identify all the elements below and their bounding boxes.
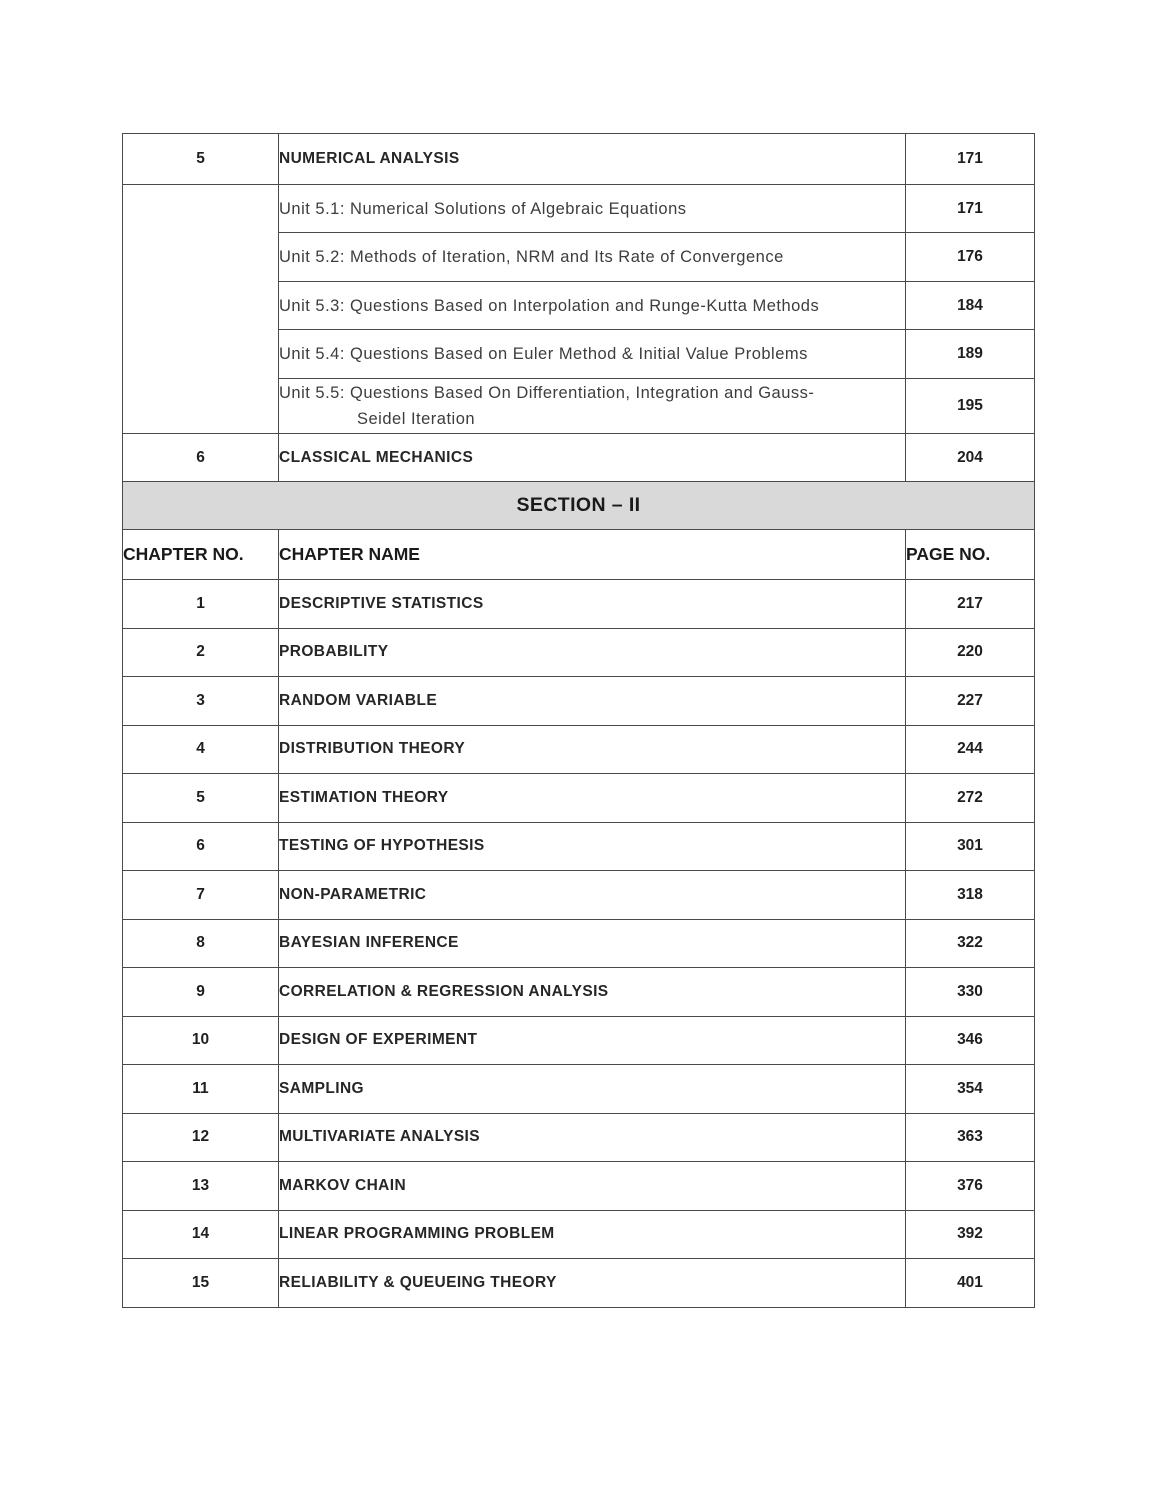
- chapter-no-cell: 11: [123, 1065, 279, 1114]
- table-row: [123, 968, 1035, 1017]
- page-no-cell: 346: [906, 1016, 1035, 1065]
- table-row: [123, 628, 1035, 677]
- toc-table: [122, 133, 1035, 1308]
- chapter-name-cell: CORRELATION & REGRESSION ANALYSIS: [279, 968, 906, 1017]
- page-no-cell: 204: [906, 434, 1035, 482]
- chapter-name-cell: ESTIMATION THEORY: [279, 774, 906, 823]
- chapter-name-header: CHAPTER NAME: [279, 530, 906, 580]
- page-no-cell: 244: [906, 725, 1035, 774]
- chapter-no-cell: 3: [123, 677, 279, 726]
- table-row: [123, 677, 1035, 726]
- page-no-cell: 301: [906, 822, 1035, 871]
- page-no-cell: 318: [906, 871, 1035, 920]
- table-row: [123, 185, 1035, 233]
- page-no-cell: 322: [906, 919, 1035, 968]
- table-row: [123, 1259, 1035, 1308]
- chapter5-units-empty-no-cell: [123, 185, 279, 434]
- chapter-no-cell: 6: [123, 822, 279, 871]
- chapter-no-cell: 14: [123, 1210, 279, 1259]
- chapter-name-cell: LINEAR PROGRAMMING PROBLEM: [279, 1210, 906, 1259]
- unit-name-cell: Unit 5.1: Numerical Solutions of Algebraic Equations: [279, 185, 906, 233]
- chapter-no-cell: 15: [123, 1259, 279, 1308]
- page-no-cell: 227: [906, 677, 1035, 726]
- page-no-cell: 184: [906, 282, 1035, 330]
- chapter-name-cell: MARKOV CHAIN: [279, 1162, 906, 1211]
- table-row: [123, 822, 1035, 871]
- page-no-header: PAGE NO.: [906, 530, 1035, 580]
- page-no-cell: 376: [906, 1162, 1035, 1211]
- table-row: [123, 1113, 1035, 1162]
- chapter-name-cell: NON-PARAMETRIC: [279, 871, 906, 920]
- chapter-no-cell: 12: [123, 1113, 279, 1162]
- chapter-no-header: CHAPTER NO.: [123, 530, 279, 580]
- chapter-name-cell: RANDOM VARIABLE: [279, 677, 906, 726]
- chapter-no-cell: 5: [123, 774, 279, 823]
- page-no-cell: 272: [906, 774, 1035, 823]
- unit-name-line2: Seidel Iteration: [357, 410, 476, 428]
- table-row: [123, 580, 1035, 629]
- table-row: [123, 1210, 1035, 1259]
- chapter-name-cell: MULTIVARIATE ANALYSIS: [279, 1113, 906, 1162]
- page-no-cell: 171: [906, 185, 1035, 233]
- table-row: [123, 1016, 1035, 1065]
- table-row: [123, 725, 1035, 774]
- page-no-cell: 392: [906, 1210, 1035, 1259]
- chapter-no-cell: 6: [123, 434, 279, 482]
- page-no-cell: 220: [906, 628, 1035, 677]
- chapter-name-cell: DESIGN OF EXPERIMENT: [279, 1016, 906, 1065]
- page-no-cell: 189: [906, 330, 1035, 379]
- chapter-no-cell: 5: [123, 134, 279, 185]
- chapter-name-cell: NUMERICAL ANALYSIS: [279, 134, 906, 185]
- chapter-name-cell: RELIABILITY & QUEUEING THEORY: [279, 1259, 906, 1308]
- table-row: [123, 1162, 1035, 1211]
- chapter-no-cell: 4: [123, 725, 279, 774]
- chapter-no-cell: 8: [123, 919, 279, 968]
- table-row: [123, 1065, 1035, 1114]
- page-no-cell: 171: [906, 134, 1035, 185]
- unit-name-line1: Unit 5.5: Questions Based On Differentiation, Integration and Gauss-: [279, 384, 815, 402]
- chapter-no-cell: 7: [123, 871, 279, 920]
- chapter-no-cell: 9: [123, 968, 279, 1017]
- chapter-name-cell: DISTRIBUTION THEORY: [279, 725, 906, 774]
- table-row: [123, 434, 1035, 482]
- chapter-name-cell: TESTING OF HYPOTHESIS: [279, 822, 906, 871]
- unit-name-cell: [279, 379, 906, 434]
- chapter-no-cell: 10: [123, 1016, 279, 1065]
- chapter-no-cell: 13: [123, 1162, 279, 1211]
- table-row: [123, 774, 1035, 823]
- table-header-row: [123, 530, 1035, 580]
- chapter-name-cell: CLASSICAL MECHANICS: [279, 434, 906, 482]
- chapter-name-cell: PROBABILITY: [279, 628, 906, 677]
- unit-name-cell: Unit 5.3: Questions Based on Interpolation and Runge-Kutta Methods: [279, 282, 906, 330]
- page-no-cell: 217: [906, 580, 1035, 629]
- chapter-no-cell: 2: [123, 628, 279, 677]
- table-row: [123, 919, 1035, 968]
- chapter-no-cell: 1: [123, 580, 279, 629]
- page-no-cell: 176: [906, 233, 1035, 282]
- unit-name-cell: Unit 5.2: Methods of Iteration, NRM and Its Rate of Convergence: [279, 233, 906, 282]
- section-2-band-title: SECTION – II: [123, 482, 1035, 530]
- page-no-cell: 363: [906, 1113, 1035, 1162]
- chapter-name-cell: SAMPLING: [279, 1065, 906, 1114]
- table-row: [123, 871, 1035, 920]
- chapter-name-cell: DESCRIPTIVE STATISTICS: [279, 580, 906, 629]
- page-no-cell: 354: [906, 1065, 1035, 1114]
- chapter-name-cell: BAYESIAN INFERENCE: [279, 919, 906, 968]
- table-row: [123, 134, 1035, 185]
- unit-name-cell: Unit 5.4: Questions Based on Euler Method & Initial Value Problems: [279, 330, 906, 379]
- page-no-cell: 195: [906, 379, 1035, 434]
- page-no-cell: 401: [906, 1259, 1035, 1308]
- page-no-cell: 330: [906, 968, 1035, 1017]
- section-band-row: [123, 482, 1035, 530]
